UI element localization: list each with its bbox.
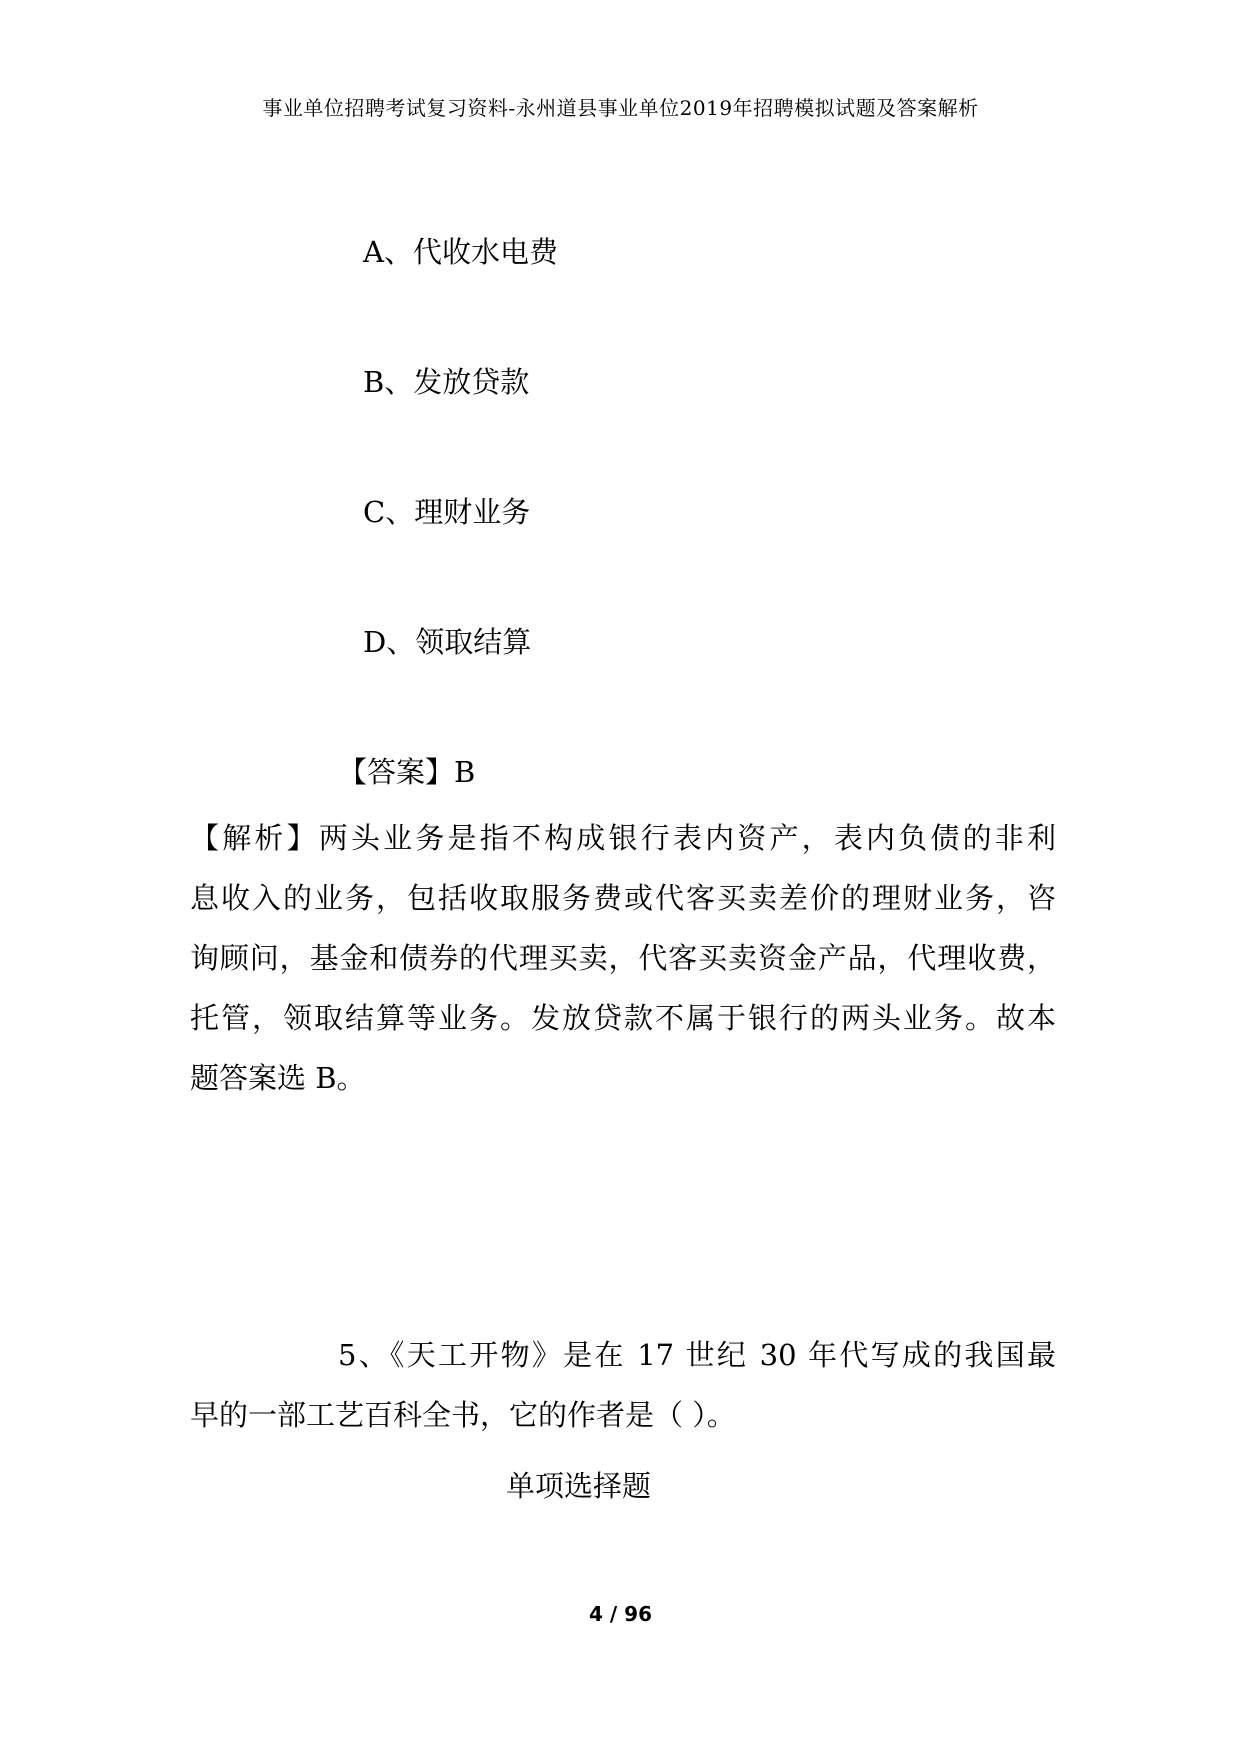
running-header: 事业单位招聘考试复习资料-永州道县事业单位2019年招聘模拟试题及答案解析: [262, 96, 979, 120]
option-b: B、发放贷款: [363, 365, 530, 399]
question-stem: [190, 1325, 1056, 1445]
answer-label: 【答案】B: [338, 755, 476, 789]
page-number: 4 / 96: [589, 1602, 652, 1626]
analysis-line: 息收入的业务，包括收取服务费或代客买卖差价的理财业务，咨: [190, 881, 1056, 915]
question-type: 单项选择题: [505, 1469, 651, 1503]
analysis-paragraph: [190, 808, 1056, 1108]
option-a: A、代收水电费: [363, 235, 558, 269]
analysis-line: 题答案选 B。: [190, 1061, 366, 1095]
question-stem-line: 5、《天工开物》是在 17 世纪 30 年代写成的我国最: [338, 1338, 1056, 1372]
analysis-line: 【解析】两头业务是指不构成银行表内资产，表内负债的非利: [190, 821, 1056, 855]
option-d: D、领取结算: [363, 625, 532, 659]
analysis-line: 托管，领取结算等业务。发放贷款不属于银行的两头业务。故本: [190, 1001, 1056, 1035]
option-c: C、理财业务: [363, 495, 531, 529]
analysis-line: 询顾问，基金和债券的代理买卖，代客买卖资金产品，代理收费，: [190, 941, 1056, 975]
question-stem-line: 早的一部工艺百科全书，它的作者是（ ）。: [190, 1398, 736, 1432]
